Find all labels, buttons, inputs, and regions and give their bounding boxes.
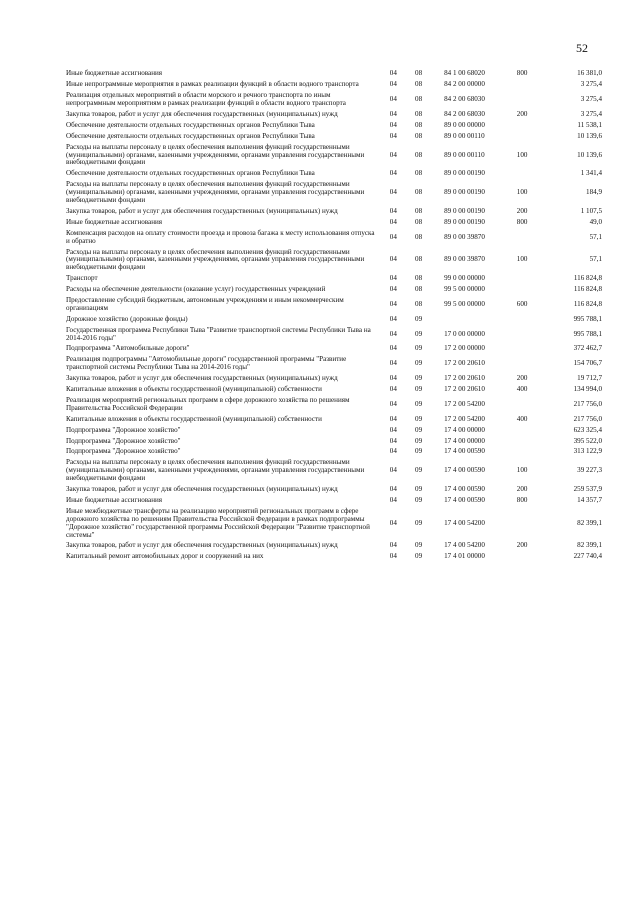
row-section-code: 04 [389,217,397,226]
row-expense-type-code: 800 [516,495,528,504]
row-section-code: 04 [389,541,397,550]
table-row [66,497,602,508]
row-section-code: 04 [389,95,397,104]
budget-allocation-table [66,70,602,564]
row-target-article-code: 89 0 00 00190 [444,169,485,178]
table-row [66,426,602,437]
row-amount: 3 275,4 [580,109,602,118]
row-subsection-code: 09 [415,495,423,504]
row-name: Иные бюджетные ассигнования [66,217,163,226]
row-name: Расходы на выплаты персоналу в целях обеспечения выполнения функций государственными (муниципальными) органами, казенными учреждениями, органами управления государственными внебюджетными фондами [66,180,365,205]
row-expense-type-code [517,426,548,437]
table-row [66,459,602,486]
row-target-article-code: 17 4 00 00000 [444,436,485,445]
row-section-code: 04 [389,131,397,140]
row-amount: 57,1 [589,232,602,241]
row-name: Расходы на выплаты персоналу в целях обеспечения выполнения функций государственными (муниципальными) органами, казенными учреждениями, органами управления государственными внебюджетными фондами [66,458,365,483]
row-amount: 395 522,0 [573,436,602,445]
row-name: Транспорт [66,274,98,283]
table-body [66,70,602,564]
row-target-article-code: 89 0 00 00190 [444,217,485,226]
table-row [66,542,602,553]
row-amount: 259 537,9 [573,485,602,494]
row-section-code: 04 [389,314,397,323]
row-amount: 623 325,4 [573,425,602,434]
row-subsection-code: 09 [415,414,423,423]
row-amount: 995 788,1 [573,329,602,338]
row-name: Государственная программа Республики Тыва "Развитие транспортной системы Республики Тыва на 2014-2016 годы" [66,325,371,342]
row-amount: 57,1 [589,255,602,264]
row-section-code: 04 [389,232,397,241]
row-expense-type-code [517,397,548,416]
row-name: Капитальные вложения в объекты государственной (муниципальной) собственности [66,414,322,423]
row-target-article-code: 17 4 00 00590 [444,495,485,504]
row-subsection-code: 09 [415,447,423,456]
row-subsection-code: 09 [415,552,423,561]
row-subsection-code: 09 [415,385,423,394]
row-subsection-code: 09 [415,485,423,494]
row-expense-type-code [517,132,548,143]
row-section-code: 04 [389,344,397,353]
row-target-article-code: 84 1 00 68020 [444,69,485,78]
table-row [66,121,602,132]
page-number: 52 [576,41,588,55]
row-subsection-code: 08 [415,109,423,118]
row-name: Компенсация расходов на оплату стоимости проезда и провоза багажа к месту использования отпуска и обратно [66,228,375,245]
row-target-article-code: 89 0 00 00190 [444,206,485,215]
row-name: Подпрограмма "Автомобильные дороги" [66,344,190,353]
row-section-code: 04 [389,495,397,504]
table-row [66,386,602,397]
row-subsection-code: 08 [415,217,423,226]
row-amount: 3 275,4 [580,80,602,89]
row-amount: 154 706,7 [573,359,602,368]
row-expense-type-code: 200 [516,374,528,383]
row-expense-type-code [517,448,548,459]
row-amount: 82 399,1 [577,518,602,527]
row-target-article-code: 17 4 00 00590 [444,466,485,475]
row-name: Закупка товаров, работ и услуг для обеспечения государственных (муниципальных) нужд [66,485,338,494]
row-target-article-code: 17 4 00 00000 [444,425,485,434]
row-name: Расходы на обеспечение деятельности (оказание услуг) государственных учреждений [66,285,326,294]
row-section-code: 04 [389,374,397,383]
row-name: Иные бюджетные ассигнования [66,495,163,504]
row-section-code: 04 [389,518,397,527]
row-subsection-code: 08 [415,131,423,140]
row-section-code: 04 [389,329,397,338]
row-expense-type-code: 100 [516,255,528,264]
row-target-article-code: 17 0 00 00000 [444,329,485,338]
row-target-article-code: 89 0 00 00190 [444,188,485,197]
row-section-code: 04 [389,285,397,294]
table-row [66,345,602,356]
row-name: Реализация подпрограммы "Автомобильные дороги" государственной программы "Развитие транспортной системы Республики Тыва на 2014-2016 годы" [66,355,347,372]
row-subsection-code: 09 [415,314,423,323]
row-target-article-code: 17 2 00 54200 [444,414,485,423]
row-name: Подпрограмма "Дорожное хозяйство" [66,447,181,456]
row-amount: 10 139,6 [577,131,602,140]
row-subsection-code: 09 [415,425,423,434]
row-expense-type-code [517,326,548,345]
table-row [66,507,602,542]
row-name: Иные бюджетные ассигнования [66,69,163,78]
row-subsection-code: 08 [415,255,423,264]
row-name: Расходы на выплаты персоналу в целях обеспечения выполнения функций государственными (муниципальными) органами, казенными учреждениями, органами управления государственными внебюджетными фондами [66,247,365,272]
table-row [66,170,602,181]
row-expense-type-code: 200 [516,485,528,494]
row-expense-type-code: 100 [516,466,528,475]
row-expense-type-code [517,356,548,375]
table-row [66,315,602,326]
row-subsection-code: 09 [415,344,423,353]
row-name: Дорожное хозяйство (дорожные фонды) [66,314,188,323]
table-row [66,248,602,275]
row-expense-type-code: 100 [516,188,528,197]
row-expense-type-code: 800 [516,69,528,78]
table-row [66,553,602,564]
row-subsection-code: 08 [415,299,423,308]
table-row [66,181,602,208]
row-amount: 227 740,4 [573,552,602,561]
row-section-code: 04 [389,552,397,561]
row-subsection-code: 08 [415,69,423,78]
table-row [66,286,602,297]
row-target-article-code: 17 4 01 00000 [444,552,485,561]
row-amount: 372 462,7 [573,344,602,353]
row-target-article-code: 17 4 00 54200 [444,518,485,527]
row-target-article-code: 89 0 00 39870 [444,255,485,264]
row-target-article-code: 99 5 00 00000 [444,299,485,308]
row-target-article-code: 99 5 00 00000 [444,285,485,294]
row-subsection-code: 09 [415,541,423,550]
row-expense-type-code: 100 [516,150,528,159]
row-target-article-code: 17 4 00 54200 [444,541,485,550]
table-row [66,275,602,286]
row-subsection-code: 09 [415,436,423,445]
row-target-article-code: 89 0 00 00110 [444,150,485,159]
row-target-article-code: 84 2 00 68030 [444,109,485,118]
row-expense-type-code: 600 [516,299,528,308]
row-section-code: 04 [389,69,397,78]
row-section-code: 04 [389,359,397,368]
row-amount: 14 357,7 [577,495,602,504]
row-expense-type-code [517,286,548,297]
row-subsection-code: 08 [415,150,423,159]
row-subsection-code: 08 [415,95,423,104]
row-amount: 217 756,0 [573,399,602,408]
row-name: Капитальный ремонт автомобильных дорог и сооружений на них [66,552,264,561]
row-subsection-code: 09 [415,399,423,408]
table-row [66,111,602,122]
row-section-code: 04 [389,109,397,118]
row-name: Иные непрограммные мероприятия в рамках реализации функций в области водного транспорта [66,80,359,89]
row-section-code: 04 [389,188,397,197]
row-amount: 1 341,4 [580,169,602,178]
row-amount: 116 824,8 [573,274,602,283]
table-row [66,356,602,375]
row-target-article-code: 84 2 00 00000 [444,80,485,89]
row-subsection-code: 08 [415,285,423,294]
row-name: Закупка товаров, работ и услуг для обеспечения государственных (муниципальных) нужд [66,206,338,215]
row-expense-type-code [517,315,548,326]
row-target-article-code: 17 2 00 20610 [444,374,485,383]
row-target-article-code [444,315,517,326]
row-target-article-code: 89 0 00 00000 [444,120,485,129]
row-subsection-code: 08 [415,232,423,241]
row-subsection-code: 09 [415,374,423,383]
row-name: Реализация отдельных мероприятий в области морского и речного транспорта по иным непрограммным мероприятиям в рамках реализации функций в области водного транспорта [66,91,346,108]
row-amount: 1 107,5 [580,206,602,215]
row-expense-type-code: 800 [516,217,528,226]
row-target-article-code: 17 4 00 00590 [444,485,485,494]
row-name: Обеспечение деятельности отдельных государственных органов Республики Тыва [66,120,315,129]
row-amount: 116 824,8 [573,285,602,294]
row-subsection-code: 08 [415,120,423,129]
row-target-article-code: 84 2 00 68030 [444,95,485,104]
row-amount: 995 788,1 [573,314,602,323]
row-target-article-code: 17 2 00 20610 [444,385,485,394]
row-expense-type-code [517,92,548,111]
table-row [66,448,602,459]
row-subsection-code: 08 [415,188,423,197]
row-section-code: 04 [389,485,397,494]
table-row [66,229,602,248]
row-expense-type-code: 400 [516,414,528,423]
table-row [66,437,602,448]
row-subsection-code: 08 [415,169,423,178]
row-target-article-code: 89 0 00 00110 [444,131,485,140]
row-section-code: 04 [389,206,397,215]
row-amount: 16 381,0 [577,69,602,78]
row-subsection-code: 08 [415,274,423,283]
row-section-code: 04 [389,466,397,475]
row-amount: 39 227,3 [577,466,602,475]
row-section-code: 04 [389,447,397,456]
row-section-code: 04 [389,255,397,264]
row-section-code: 04 [389,425,397,434]
table-row [66,208,602,219]
row-name: Закупка товаров, работ и услуг для обеспечения государственных (муниципальных) нужд [66,109,338,118]
row-target-article-code: 99 0 00 00000 [444,274,485,283]
row-expense-type-code [517,121,548,132]
row-target-article-code: 17 2 00 54200 [444,399,485,408]
row-amount: 49,0 [589,217,602,226]
row-amount: 10 139,6 [577,150,602,159]
row-name: Подпрограмма "Дорожное хозяйство" [66,436,181,445]
row-amount: 19 712,7 [577,374,602,383]
row-expense-type-code [517,81,548,92]
row-amount: 217 756,0 [573,414,602,423]
row-section-code: 04 [389,414,397,423]
row-name: Расходы на выплаты персоналу в целях обеспечения выполнения функций государственными (муниципальными) органами, казенными учреждениями, органами управления государственными внебюджетными фондами [66,142,365,167]
row-expense-type-code: 200 [516,109,528,118]
table-row [66,397,602,416]
row-section-code: 04 [389,150,397,159]
table-row [66,415,602,426]
table-row [66,218,602,229]
row-name: Предоставление субсидий бюджетным, автономным учреждениям и иным некоммерческим организациям [66,296,344,312]
table-row [66,375,602,386]
table-row [66,143,602,170]
row-section-code: 04 [389,80,397,89]
row-amount: 116 824,8 [573,299,602,308]
row-section-code: 04 [389,299,397,308]
table-row [66,92,602,111]
table-row [66,297,602,316]
row-subsection-code: 08 [415,206,423,215]
row-expense-type-code: 400 [516,385,528,394]
row-subsection-code: 09 [415,329,423,338]
row-subsection-code: 09 [415,359,423,368]
row-section-code: 04 [389,399,397,408]
row-target-article-code: 89 0 00 39870 [444,232,485,241]
row-section-code: 04 [389,169,397,178]
row-expense-type-code [517,275,548,286]
row-name: Реализация мероприятий региональных программ в сфере дорожного хозяйства по решениям Правительства Российской Федерации [66,395,350,412]
row-name: Обеспечение деятельности отдельных государственных органов Республики Тыва [66,131,315,140]
table-row [66,81,602,92]
row-amount: 134 994,0 [573,385,602,394]
row-expense-type-code: 200 [516,206,528,215]
row-amount: 11 538,1 [577,120,602,129]
row-target-article-code: 17 2 00 00000 [444,344,485,353]
row-subsection-code: 09 [415,466,423,475]
row-section-code: 04 [389,436,397,445]
row-name: Капитальные вложения в объекты государственной (муниципальной) собственности [66,385,322,394]
row-amount: 3 275,4 [580,95,602,104]
row-name: Закупка товаров, работ и услуг для обеспечения государственных (муниципальных) нужд [66,374,338,383]
row-expense-type-code: 200 [516,541,528,550]
row-expense-type-code [517,345,548,356]
row-section-code: 04 [389,120,397,129]
table-row [66,132,602,143]
row-expense-type-code [517,229,548,248]
row-subsection-code: 09 [415,518,423,527]
row-target-article-code: 17 4 00 00590 [444,447,485,456]
table-row [66,486,602,497]
row-section-code: 04 [389,385,397,394]
row-expense-type-code [517,170,548,181]
row-section-code: 04 [389,274,397,283]
table-row [66,70,602,81]
row-expense-type-code [517,437,548,448]
row-amount: 82 399,1 [577,541,602,550]
row-target-article-code: 17 2 00 20610 [444,359,485,368]
row-expense-type-code [517,507,548,542]
row-expense-type-code [517,553,548,564]
row-subsection-code: 08 [415,80,423,89]
row-name: Иные межбюджетные трансферты на реализацию мероприятий региональных программ в сфере дорожного хозяйства по решениям Правительства Российской Федерации в рамках подпрограммы "Дорожное хозяйство" государственной программы Российской Федерации "Развитие транспортной системы" [66,506,370,539]
row-name: Обеспечение деятельности отдельных государственных органов Республики Тыва [66,169,315,178]
row-name: Подпрограмма "Дорожное хозяйство" [66,425,181,434]
table-row [66,326,602,345]
row-name: Закупка товаров, работ и услуг для обеспечения государственных (муниципальных) нужд [66,541,338,550]
row-amount: 313 122,9 [573,447,602,456]
row-amount: 184,9 [586,188,602,197]
